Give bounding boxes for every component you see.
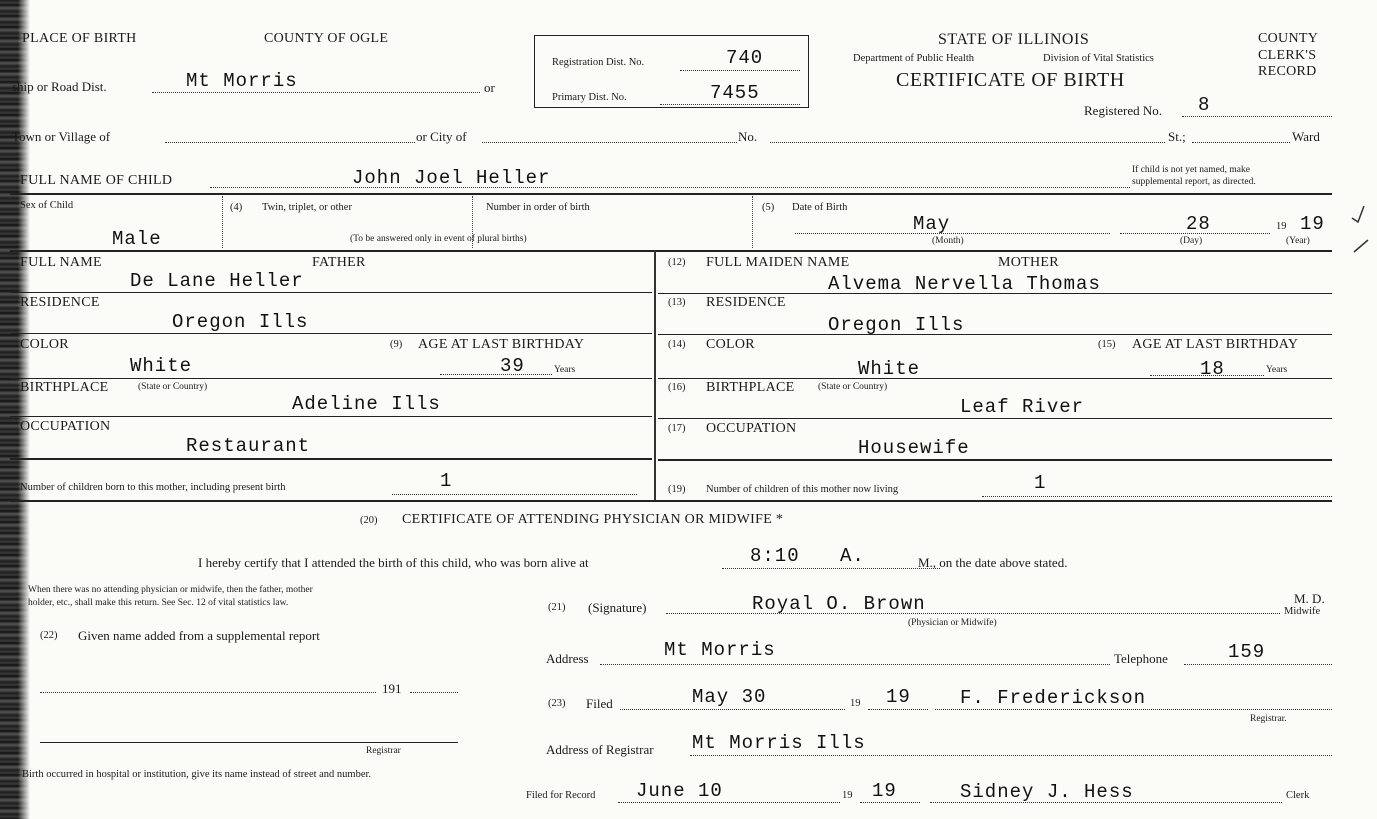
- signature-label: (Signature): [588, 600, 647, 615]
- mother-residence-num: (13): [668, 297, 686, 308]
- father-age-num: (9): [390, 339, 403, 350]
- registrar-address-label: Address of Registrar: [546, 742, 654, 757]
- scan-edge-shadow: [0, 0, 30, 819]
- clerk-label: Clerk: [1286, 790, 1310, 801]
- signature-num: (21): [548, 602, 566, 613]
- father-name: De Lane Heller: [130, 270, 304, 292]
- father-occupation: Restaurant: [186, 435, 311, 457]
- dob-year: 19: [1300, 213, 1325, 235]
- physician-num: (20): [360, 515, 378, 526]
- midwife-label: Midwife: [1284, 606, 1321, 617]
- hospital-note: Birth occurred in hospital or institution, give its name instead of street and number.: [22, 769, 372, 780]
- physician-address: Mt Morris: [664, 639, 776, 661]
- children-born-label: Number of children born to this mother, including present birth: [20, 482, 286, 493]
- registration-dist-label: Registration Dist. No.: [552, 57, 645, 68]
- mother-occupation: Housewife: [858, 437, 970, 459]
- plural-note: (To be answered only in event of plural births): [350, 234, 527, 244]
- md-label: M. D.: [1294, 591, 1325, 606]
- county-label: COUNTY OF OGLE: [264, 31, 389, 46]
- year-caption: (Year): [1286, 236, 1310, 246]
- birth-time: 8:10: [750, 545, 800, 567]
- supplemental-num: (22): [40, 630, 58, 641]
- father-color: White: [130, 355, 193, 377]
- father-birthplace: Adeline Ills: [292, 393, 441, 415]
- father-age: 39: [500, 355, 525, 377]
- mother-residence-label: RESIDENCE: [706, 295, 786, 310]
- not-named-note-2: supplemental report, as directed.: [1132, 177, 1256, 187]
- father-years-label: Years: [554, 365, 576, 375]
- filed-date: May 30: [692, 686, 767, 708]
- mother-living-label: Number of children of this mother now living: [706, 484, 899, 495]
- dob-num: (5): [762, 202, 775, 213]
- city-label: or City of: [416, 129, 467, 144]
- ward-label: Ward: [1292, 129, 1320, 144]
- telephone-value: 159: [1228, 641, 1266, 663]
- day-caption: (Day): [1180, 236, 1203, 246]
- father-residence: Oregon Ills: [172, 311, 309, 333]
- record-year: 19: [872, 780, 897, 802]
- telephone-label: Telephone: [1114, 651, 1168, 666]
- record-label: Filed for Record: [526, 790, 596, 801]
- mother-age-label: AGE AT LAST BIRTHDAY: [1132, 337, 1299, 352]
- order-label: Number in order of birth: [486, 202, 590, 213]
- father-residence-label: RESIDENCE: [20, 295, 100, 310]
- filed-label: Filed: [586, 696, 613, 711]
- mother-living-num: (19): [668, 484, 686, 495]
- township-value: Mt Morris: [186, 70, 298, 92]
- mother-occupation-label: OCCUPATION: [706, 421, 797, 436]
- twin-label: Twin, triplet, or other: [262, 202, 352, 213]
- month-caption: (Month): [932, 236, 964, 246]
- child-name-label: FULL NAME OF CHILD: [20, 173, 173, 188]
- place-of-birth-label: PLACE OF BIRTH: [22, 31, 137, 46]
- mother-years-label: Years: [1266, 365, 1288, 375]
- mother-residence: Oregon Ills: [828, 314, 965, 336]
- father-birthplace-hint: (State or Country): [138, 382, 208, 392]
- primary-dist-label: Primary Dist. No.: [552, 92, 627, 103]
- dob-month: May: [913, 213, 951, 235]
- registrar-address: Mt Morris Ills: [692, 732, 866, 754]
- county-clerk-line-3: RECORD: [1258, 64, 1317, 79]
- mother-name: Alvema Nervella Thomas: [828, 273, 1101, 295]
- county-clerk-line-1: COUNTY: [1258, 31, 1319, 46]
- registered-no-value: 8: [1198, 94, 1211, 116]
- father-age-label: AGE AT LAST BIRTHDAY: [418, 337, 585, 352]
- physician-signature: Royal O. Brown: [752, 593, 926, 615]
- primary-dist-value: 7455: [710, 82, 760, 104]
- twin-num: (4): [230, 202, 243, 213]
- filed-year-prefix: 19: [850, 698, 861, 709]
- street-no-label: No.: [738, 129, 758, 144]
- dob-day: 28: [1186, 213, 1211, 235]
- mother-living-value: 1: [1034, 472, 1047, 494]
- certify-text: I hereby certify that I attended the birth of this child, who was born alive at: [198, 555, 589, 570]
- father-occupation-label: OCCUPATION: [20, 419, 111, 434]
- sex-label: Sex of Child: [20, 200, 74, 211]
- filed-num: (23): [548, 698, 566, 709]
- mother-birthplace: Leaf River: [960, 396, 1085, 418]
- sex-value: Male: [112, 228, 162, 250]
- father-birthplace-label: BIRTHPLACE: [20, 380, 109, 395]
- mother-name-num: (12): [668, 257, 686, 268]
- dob-year-prefix: 19: [1276, 221, 1287, 232]
- mother-birthplace-hint: (State or Country): [818, 382, 888, 392]
- registrar-caption: Registrar.: [1250, 714, 1287, 724]
- supplemental-registrar-label: Registrar: [366, 746, 401, 756]
- father-color-label: COLOR: [20, 337, 69, 352]
- physician-heading: CERTIFICATE OF ATTENDING PHYSICIAN OR MIDWIFE *: [402, 512, 784, 527]
- mother-age: 18: [1200, 358, 1225, 380]
- dob-label: Date of Birth: [792, 202, 848, 213]
- county-clerk-line-2: CLERK'S: [1258, 48, 1317, 63]
- mother-birthplace-label: BIRTHPLACE: [706, 380, 795, 395]
- registered-no-label: Registered No.: [1084, 103, 1162, 118]
- no-physician-note-1: When there was no attending physician or midwife, then the father, mother: [28, 585, 313, 595]
- no-physician-note-2: holder, etc., shall make this return. See Sec. 12 of vital statistics law.: [28, 598, 289, 608]
- division-label: Division of Vital Statistics: [1043, 53, 1154, 64]
- mother-full-name-label: FULL MAIDEN NAME: [706, 255, 850, 270]
- township-label: ship or Road Dist.: [12, 79, 107, 94]
- mother-color-label: COLOR: [706, 337, 755, 352]
- state-heading: STATE OF ILLINOIS: [938, 31, 1090, 48]
- supplemental-year-prefix: 191: [382, 681, 402, 696]
- mother-color-num: (14): [668, 339, 686, 350]
- physician-address-label: Address: [546, 651, 589, 666]
- filed-year: 19: [886, 686, 911, 708]
- children-born-value: 1: [440, 470, 453, 492]
- mother-age-num: (15): [1098, 339, 1116, 350]
- mother-birthplace-num: (16): [668, 382, 686, 393]
- town-label: Town or Village of: [12, 129, 111, 144]
- birth-time-suffix: M., on the date above stated.: [918, 555, 1068, 570]
- or-label: or: [484, 80, 495, 95]
- supplemental-label: Given name added from a supplemental report: [78, 628, 320, 643]
- record-date: June 10: [636, 780, 723, 802]
- physician-caption: (Physician or Midwife): [908, 618, 997, 628]
- registration-dist-value: 740: [726, 47, 764, 69]
- child-name-value: John Joel Heller: [352, 167, 551, 189]
- certificate-title: CERTIFICATE OF BIRTH: [896, 69, 1125, 91]
- mother-color: White: [858, 358, 921, 380]
- birth-ampm: A.: [840, 545, 865, 567]
- pencil-check-marks: [1348, 200, 1376, 260]
- record-year-prefix: 19: [842, 790, 853, 801]
- mother-heading: MOTHER: [998, 255, 1059, 270]
- father-full-name-label: FULL NAME: [20, 255, 102, 270]
- father-heading: FATHER: [312, 255, 366, 270]
- street-label: St.;: [1168, 129, 1186, 144]
- department-label: Department of Public Health: [853, 53, 975, 64]
- mother-occupation-num: (17): [668, 423, 686, 434]
- registrar-name: F. Frederickson: [960, 687, 1147, 709]
- not-named-note-1: If child is not yet named, make: [1132, 165, 1250, 175]
- clerk-name: Sidney J. Hess: [960, 781, 1134, 803]
